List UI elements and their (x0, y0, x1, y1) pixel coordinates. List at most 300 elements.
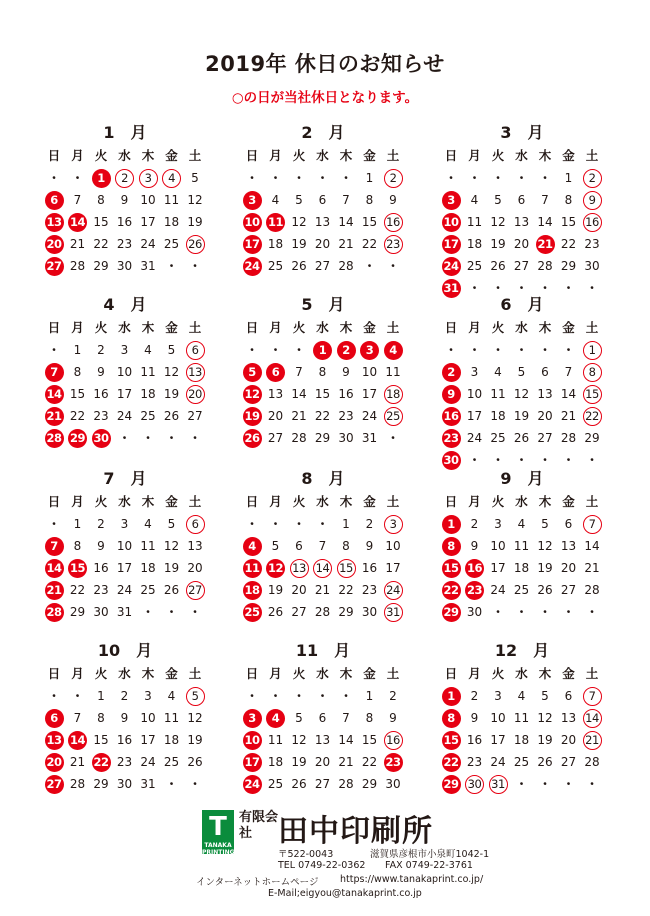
day-number: 27 (267, 431, 284, 445)
day-number: ・ (538, 343, 551, 357)
saturday-holiday-day (486, 774, 510, 794)
holiday-day (240, 730, 264, 750)
calendar-day (89, 774, 113, 794)
day-number: 4 (517, 689, 526, 703)
day-number: 28 (45, 429, 64, 448)
day-number: 24 (243, 257, 262, 276)
calendar-day (358, 234, 382, 254)
day-number: 24 (490, 755, 506, 769)
holiday-day (240, 190, 264, 210)
day-number: 10 (140, 711, 156, 725)
weekday-header: 水 (118, 320, 131, 335)
weekday-header: 日 (245, 320, 259, 335)
day-number: 24 (442, 257, 461, 276)
calendar-day (113, 362, 137, 382)
calendar-day (311, 752, 335, 772)
day-number: 28 (314, 605, 331, 619)
day-number: ・ (165, 777, 178, 791)
calendar-day (334, 362, 358, 382)
day-number: 3 (470, 365, 479, 379)
empty-day (264, 168, 288, 188)
day-number: 8 (97, 193, 105, 207)
empty-day (287, 514, 311, 534)
company-name: 田中印刷所 (278, 814, 433, 849)
weekday-header: 木 (339, 148, 353, 163)
day-number: 28 (69, 259, 86, 273)
day-number: 21 (560, 409, 577, 423)
day-number: 20 (560, 733, 577, 747)
calendar-day (557, 168, 581, 188)
calendar-day (486, 708, 510, 728)
calendar-day (557, 514, 581, 534)
day-number: 11 (163, 193, 180, 207)
holiday-day (439, 730, 463, 750)
day-number: ・ (269, 689, 282, 703)
day-number: ・ (515, 171, 528, 185)
empty-day (311, 168, 335, 188)
day-number: 17 (385, 561, 401, 575)
calendar-day (311, 536, 335, 556)
day-number: 5 (295, 193, 303, 207)
calendar-day (463, 730, 487, 750)
day-number: 31 (489, 775, 508, 794)
day-number: ・ (538, 453, 551, 467)
calendar-day (89, 212, 113, 232)
day-number: 15 (361, 733, 378, 747)
empty-day (42, 514, 66, 534)
day-number: ・ (165, 431, 178, 445)
holiday-day (439, 256, 463, 276)
day-number: 1 (313, 341, 332, 360)
day-number: 3 (384, 515, 403, 534)
day-number: 4 (144, 343, 152, 357)
day-number: 29 (314, 431, 331, 445)
day-number: 11 (513, 539, 530, 553)
calendar-day (264, 752, 288, 772)
day-number: 19 (537, 561, 553, 575)
day-number: 9 (97, 365, 105, 379)
calendar-day (381, 686, 405, 706)
calendar-day (113, 234, 137, 254)
calendar-day (557, 212, 581, 232)
weekday-header: 木 (538, 666, 552, 681)
day-number: 13 (186, 363, 205, 382)
holiday-day (240, 234, 264, 254)
day-number: 30 (442, 451, 461, 470)
calendar-day (136, 686, 160, 706)
calendar-day (463, 362, 487, 382)
weekday-header: 土 (188, 666, 202, 681)
holiday-day (66, 212, 90, 232)
holiday-day (264, 362, 288, 382)
day-number: 5 (517, 365, 526, 379)
day-number: 5 (186, 687, 205, 706)
weekday-header: 木 (339, 494, 353, 509)
calendar-day (66, 362, 90, 382)
saturday-holiday-day (381, 168, 405, 188)
day-number: 25 (267, 259, 284, 273)
weekday-header: 土 (386, 494, 400, 509)
calendar-day (533, 686, 557, 706)
calendar-day (533, 580, 557, 600)
calendar-day (557, 406, 581, 426)
day-number: 18 (267, 755, 284, 769)
day-number: ・ (269, 171, 282, 185)
empty-day (136, 602, 160, 622)
empty-day (240, 686, 264, 706)
weekday-header: 土 (386, 148, 400, 163)
day-number: 14 (68, 731, 87, 750)
day-number: 23 (466, 755, 483, 769)
holiday-day (42, 536, 66, 556)
calendar-day (463, 752, 487, 772)
day-number: 10 (116, 539, 133, 553)
day-number: 7 (318, 539, 327, 553)
day-number: 18 (490, 409, 506, 423)
day-number: 20 (267, 409, 284, 423)
empty-day (160, 602, 184, 622)
saturday-holiday-day (381, 406, 405, 426)
day-number: 26 (267, 605, 284, 619)
day-number: 13 (267, 387, 284, 401)
weekday-header: 日 (444, 148, 458, 163)
calendar-day (89, 190, 113, 210)
day-number: 28 (537, 259, 553, 273)
day-number: 2 (365, 517, 374, 531)
weekday-header: 日 (245, 666, 259, 681)
month-title: 1 月 (103, 123, 147, 142)
day-number: 15 (442, 559, 461, 578)
calendar-day (580, 256, 604, 276)
day-number: 28 (560, 431, 577, 445)
weekday-header: 水 (118, 666, 131, 681)
company-type: 有限会社 (239, 810, 279, 841)
day-number: 9 (583, 191, 602, 210)
holiday-day (42, 580, 66, 600)
day-number: 22 (442, 581, 461, 600)
calendar-day (557, 730, 581, 750)
day-number: 13 (560, 711, 577, 725)
day-number: 8 (442, 709, 461, 728)
calendar-day (160, 190, 184, 210)
calendar-day (287, 190, 311, 210)
day-number: 8 (442, 537, 461, 556)
weekday-header: 水 (118, 494, 131, 509)
day-number: 3 (442, 191, 461, 210)
empty-day (463, 340, 487, 360)
empty-day (287, 168, 311, 188)
month-title: 9 月 (500, 469, 544, 488)
calendar-day (557, 190, 581, 210)
calendar-day (557, 580, 581, 600)
day-number: 20 (45, 235, 64, 254)
day-number: ・ (141, 431, 154, 445)
day-number: 11 (466, 215, 483, 229)
day-number: ・ (468, 171, 481, 185)
empty-day (183, 256, 207, 276)
day-number: 21 (45, 581, 64, 600)
empty-day (533, 602, 557, 622)
day-number: 24 (243, 775, 262, 794)
weekday-header: 水 (515, 666, 528, 681)
day-number: 26 (243, 429, 262, 448)
day-number: 29 (560, 259, 577, 273)
day-number: 10 (490, 539, 506, 553)
calendar-day (358, 212, 382, 232)
weekday-header: 火 (491, 666, 505, 681)
day-number: ・ (269, 343, 282, 357)
calendar-day (136, 536, 160, 556)
day-number: 5 (243, 363, 262, 382)
day-number: 26 (490, 259, 506, 273)
month-title: 10 月 (97, 641, 153, 660)
day-number: 7 (342, 193, 350, 207)
calendar-day (89, 362, 113, 382)
weekday-header: 水 (515, 148, 528, 163)
weekday-header: 土 (188, 320, 202, 335)
day-number: 16 (338, 387, 354, 401)
day-number: 5 (541, 517, 549, 531)
day-number: 20 (186, 385, 205, 404)
day-number: 15 (68, 559, 87, 578)
day-number: ・ (141, 605, 154, 619)
day-number: 24 (490, 583, 506, 597)
calendar-day (113, 514, 137, 534)
day-number: 2 (389, 689, 397, 703)
calendar-day (136, 406, 160, 426)
calendar-day (334, 234, 358, 254)
logo-subtext: TANAKA PRINTING CO.,LTD. (202, 842, 235, 863)
calendar-day (358, 730, 382, 750)
day-number: ・ (538, 171, 551, 185)
calendar-day (381, 708, 405, 728)
empty-day (66, 686, 90, 706)
calendar-day (486, 514, 510, 534)
calendar-day (486, 212, 510, 232)
weekday-header: 木 (141, 148, 155, 163)
weekday-header: 月 (468, 320, 481, 335)
email-address[interactable]: E-Mail;eigyou@tanakaprint.co.jp (268, 888, 422, 899)
day-number: 16 (116, 733, 133, 747)
holiday-day (240, 774, 264, 794)
day-number: 28 (338, 777, 354, 791)
day-number: 19 (163, 387, 180, 401)
day-number: 11 (266, 213, 285, 232)
saturday-holiday-day (113, 168, 137, 188)
weekday-header: 日 (245, 494, 259, 509)
day-number: 30 (116, 259, 133, 273)
day-number: 9 (389, 193, 397, 207)
month-title: 7 月 (103, 469, 147, 488)
day-number: 19 (243, 407, 262, 426)
day-number: 24 (140, 237, 156, 251)
calendar-day (287, 212, 311, 232)
weekday-header: 金 (562, 666, 575, 681)
weekday-header: 火 (292, 494, 306, 509)
calendar-day (463, 536, 487, 556)
day-number: 27 (537, 431, 553, 445)
holiday-day (89, 752, 113, 772)
calendar-day (533, 752, 557, 772)
calendar-day (580, 752, 604, 772)
calendar-day (160, 514, 184, 534)
month-title: 4 月 (103, 295, 147, 314)
calendar-day (580, 558, 604, 578)
day-number: 21 (338, 755, 354, 769)
day-number: 8 (73, 365, 82, 379)
day-number: 27 (45, 775, 64, 794)
day-number: ・ (515, 605, 528, 619)
calendar-day (486, 730, 510, 750)
saturday-holiday-day (183, 384, 207, 404)
day-number: 23 (384, 235, 403, 254)
day-number: 11 (140, 539, 156, 553)
calendar-day (486, 234, 510, 254)
day-number: 21 (69, 755, 86, 769)
calendar-day (89, 602, 113, 622)
weekday-header: 土 (386, 666, 400, 681)
day-number: 21 (584, 561, 600, 575)
day-number: 18 (140, 387, 156, 401)
calendar-day (358, 602, 382, 622)
calendar-day (381, 536, 405, 556)
weekday-header: 金 (562, 148, 575, 163)
calendar-day (557, 428, 581, 448)
calendar-day (311, 212, 335, 232)
empty-day (486, 168, 510, 188)
calendar-day (89, 514, 113, 534)
calendar-day (557, 256, 581, 276)
day-number: 14 (291, 387, 307, 401)
calendar-day (358, 580, 382, 600)
holiday-day (264, 212, 288, 232)
calendar-day (510, 730, 534, 750)
calendar-day (334, 212, 358, 232)
day-number: 15 (93, 215, 109, 229)
calendar-day (136, 362, 160, 382)
day-number: 1 (365, 689, 374, 703)
holiday-day (381, 752, 405, 772)
calendar-day (183, 406, 207, 426)
day-number: 5 (494, 193, 502, 207)
weekday-header: 火 (94, 494, 108, 509)
day-number: 24 (466, 431, 483, 445)
calendar-day (136, 234, 160, 254)
day-number: 30 (92, 429, 111, 448)
holiday-day (439, 514, 463, 534)
month-title: 5 月 (301, 295, 345, 314)
calendar-day (264, 406, 288, 426)
day-number: 26 (537, 583, 553, 597)
day-number: 20 (314, 755, 331, 769)
day-number: 4 (271, 193, 280, 207)
day-number: 30 (466, 605, 483, 619)
day-number: 13 (45, 731, 64, 750)
empty-day (439, 168, 463, 188)
day-number: 27 (560, 583, 577, 597)
day-number: ・ (316, 689, 329, 703)
weekday-header: 土 (585, 494, 599, 509)
empty-day (42, 686, 66, 706)
day-number: ・ (585, 605, 598, 619)
day-number: ・ (292, 343, 305, 357)
calendar-day (580, 428, 604, 448)
day-number: 11 (243, 559, 262, 578)
day-number: ・ (188, 259, 201, 273)
day-number: 2 (470, 517, 479, 531)
day-number: 11 (140, 365, 156, 379)
calendar-day (510, 708, 534, 728)
holiday-day (439, 190, 463, 210)
weekday-header: 火 (491, 320, 505, 335)
weekday-header: 月 (269, 666, 282, 681)
empty-day (240, 340, 264, 360)
day-number: 17 (243, 235, 262, 254)
empty-day (136, 428, 160, 448)
calendar-day (533, 384, 557, 404)
day-number: 19 (291, 237, 307, 251)
saturday-holiday-day (136, 168, 160, 188)
holiday-day (439, 536, 463, 556)
calendar-day (136, 256, 160, 276)
day-number: 7 (73, 193, 82, 207)
calendar-day (334, 580, 358, 600)
saturday-holiday-day (580, 190, 604, 210)
empty-day (334, 686, 358, 706)
holiday-day (42, 602, 66, 622)
day-number: 14 (338, 733, 354, 747)
calendar-day (66, 602, 90, 622)
calendar-day (183, 752, 207, 772)
calendar-day (287, 730, 311, 750)
calendar-day (486, 256, 510, 276)
holiday-day (240, 362, 264, 382)
day-number: 25 (243, 603, 262, 622)
day-number: 1 (92, 169, 111, 188)
day-number: 26 (291, 777, 307, 791)
weekday-header: 月 (468, 494, 481, 509)
day-number: 12 (163, 539, 180, 553)
day-number: 13 (314, 733, 331, 747)
day-number: 22 (69, 583, 86, 597)
calendar-day (358, 536, 382, 556)
day-number: 31 (116, 605, 133, 619)
day-number: ・ (245, 343, 258, 357)
day-number: 9 (120, 711, 129, 725)
holiday-day (439, 602, 463, 622)
day-number: 12 (537, 711, 553, 725)
calendar-day (463, 212, 487, 232)
calendar-day (533, 536, 557, 556)
day-number: 21 (69, 237, 86, 251)
calendar-day (264, 234, 288, 254)
day-number: 13 (187, 539, 203, 553)
holiday-day (240, 752, 264, 772)
weekday-header: 日 (47, 666, 61, 681)
calendar-day (311, 256, 335, 276)
homepage-url[interactable]: https://www.tanakaprint.co.jp/ (340, 874, 484, 885)
day-number: 24 (116, 583, 133, 597)
calendar-day (160, 362, 184, 382)
day-number: ・ (468, 281, 481, 295)
day-number: 16 (361, 561, 378, 575)
holiday-day (240, 580, 264, 600)
calendar-day (113, 730, 137, 750)
day-number: 18 (267, 237, 284, 251)
day-number: ・ (444, 343, 457, 357)
calendar-day (510, 536, 534, 556)
day-number: 3 (144, 689, 152, 703)
